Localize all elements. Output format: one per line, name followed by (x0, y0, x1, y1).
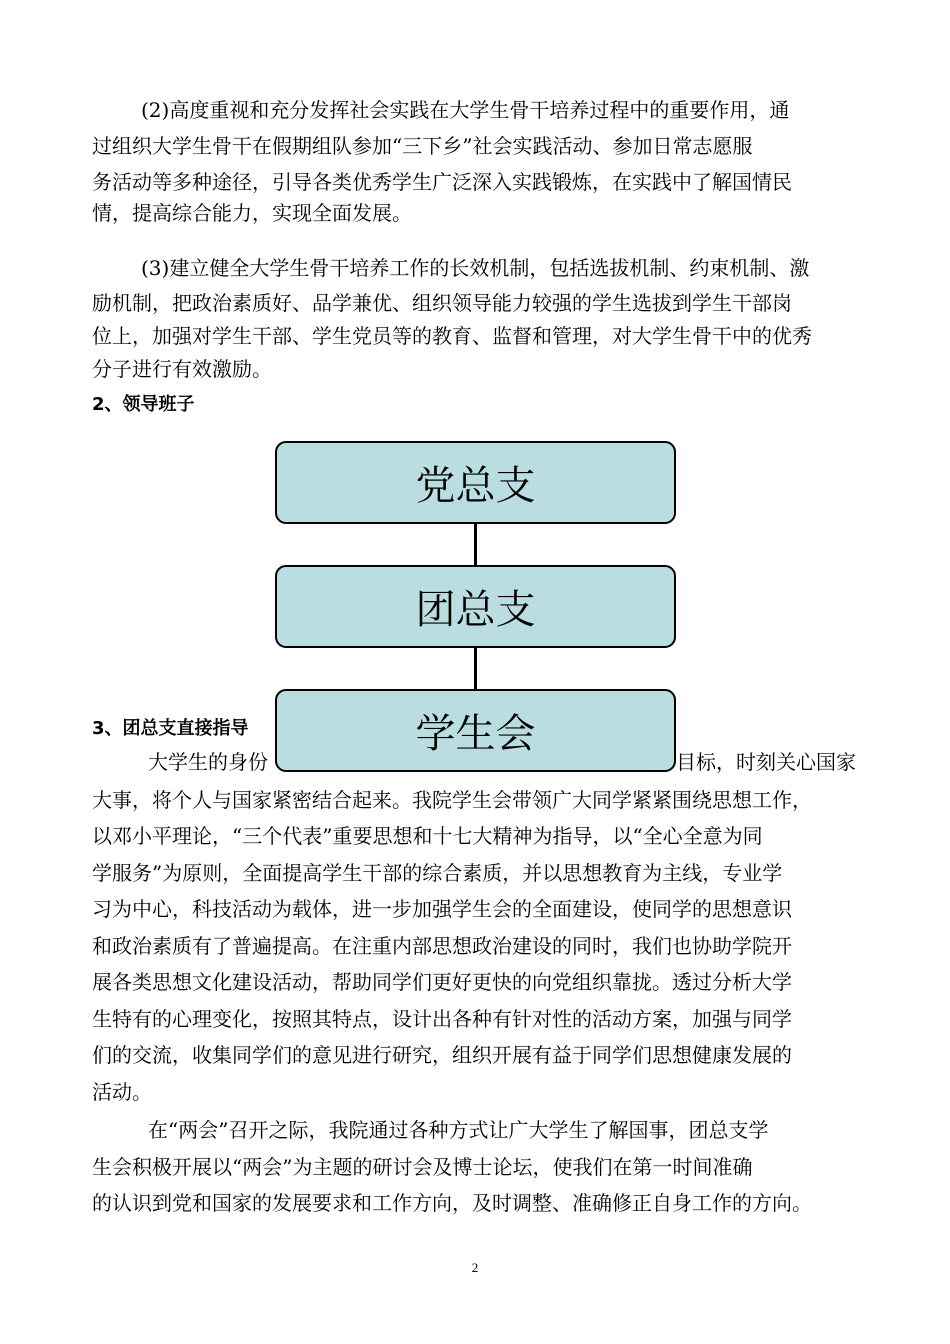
paragraph-2-line-2: 过组织大学生骨干在假期组队参加“三下乡”社会实践活动、参加日常志愿服 (92, 134, 753, 158)
paragraph-2-line-4: 情，提高综合能力，实现全面发展。 (92, 201, 412, 225)
paragraph-5-line-2: 生会积极开展以“两会”为主题的研讨会及博士论坛，使我们在第一时间准确 (92, 1155, 753, 1179)
paragraph-4-line-5: 习为中心，科技活动为载体，进一步加强学生会的全面建设，使同学的思想意识 (92, 897, 792, 921)
paragraph-4-line-8: 生特有的心理变化，按照其特点，设计出各种有针对性的活动方案，加强与同学 (92, 1007, 792, 1031)
page-number: 2 (471, 1260, 479, 1275)
paragraph-4-line-2: 大事，将个人与国家紧密结合起来。我院学生会带领广大同学紧紧围绕思想工作， (92, 788, 812, 812)
paragraph-3-line-1: (3)建立健全大学生骨干培养工作的长效机制，包括选拔机制、约束机制、激 (141, 256, 810, 280)
paragraph-3-line-2: 励机制，把政治素质好、品学兼优、组织领导能力较强的学生选拔到学生干部岗 (92, 291, 792, 315)
paragraph-3-line-4: 分子进行有效激励。 (92, 357, 272, 381)
paragraph-5-line-3: 的认识到党和国家的发展要求和工作方向，及时调整、准确修正自身工作的方向。 (92, 1191, 812, 1215)
paragraph-4-line-6: 和政治素质有了普遍提高。在注重内部思想政治建设的同时，我们也协助学院开 (92, 934, 792, 958)
paragraph-4-line-7: 展各类思想文化建设活动，帮助同学们更好更快的向党组织靠拢。透过分析大学 (92, 970, 792, 994)
paragraph-4-line-4: 学服务”为原则，全面提高学生干部的综合素质，并以思想教育为主线，专业学 (92, 861, 783, 885)
section-3-heading: 3、团总支直接指导 (92, 718, 249, 739)
org-box-label: 团总支 (415, 587, 536, 633)
paragraph-4-line-1-start: 大学生的身份 (148, 750, 268, 774)
section-2-heading: 2、领导班子 (92, 394, 195, 415)
connector-2 (474, 648, 477, 690)
org-box-label: 学生会 (415, 711, 536, 757)
org-box-youth-league (275, 565, 676, 648)
paragraph-5-line-1: 在“两会”召开之际，我院通过各种方式让广大学生了解国事，团总支学 (148, 1118, 769, 1142)
paragraph-3-line-3: 位上，加强对学生干部、学生党员等的教育、监督和管理，对大学生骨干中的优秀 (92, 324, 812, 348)
paragraph-4-line-3: 以邓小平理论，“三个代表”重要思想和十七大精神为指导，以“全心全意为同 (92, 824, 763, 848)
org-box-label: 党总支 (415, 463, 536, 509)
paragraph-4-line-9: 们的交流，收集同学们的意见进行研究，组织开展有益于同学们思想健康发展的 (92, 1043, 792, 1067)
paragraph-4-line-10: 活动。 (92, 1080, 152, 1104)
org-box-student-union (275, 689, 676, 772)
connector-1 (474, 524, 477, 566)
paragraph-4-line-1-end: 目标，时刻关心国家 (676, 750, 856, 774)
paragraph-2-line-3: 务活动等多种途径，引导各类优秀学生广泛深入实践锻炼，在实践中了解国情民 (92, 170, 792, 194)
paragraph-2-line-1: (2)高度重视和充分发挥社会实践在大学生骨干培养过程中的重要作用，通 (141, 98, 790, 122)
org-box-party-branch (275, 441, 676, 524)
